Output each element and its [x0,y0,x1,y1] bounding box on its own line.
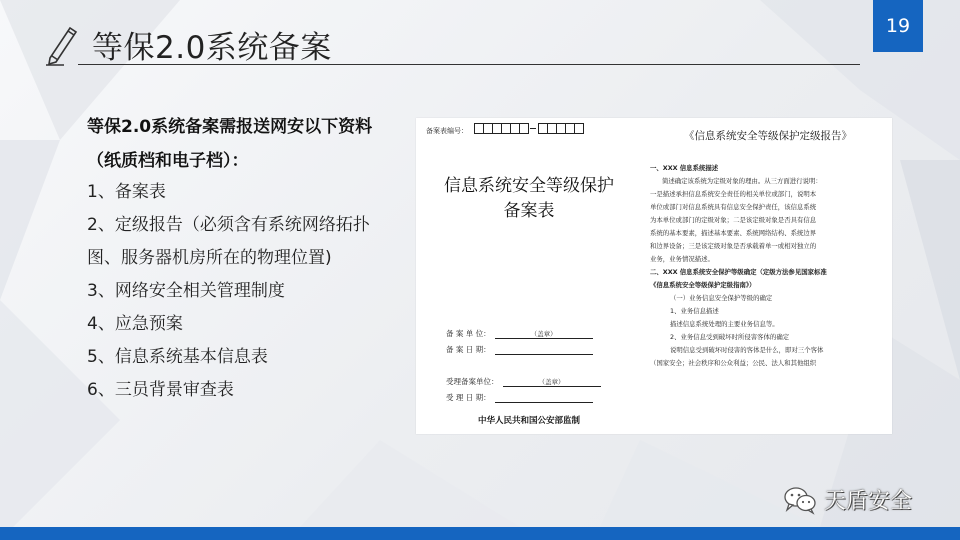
report-body [650,162,886,370]
report-line: 单位或部门对信息系统具有信息安全保护责任，该信息系统 [650,203,817,211]
report-line: 1、业务信息描述 [670,307,719,315]
report-line: 简述确定该系统为定级对象的理由。从三方面进行说明： [662,177,822,185]
list-item: 2、定级报告（必须含有系统网络拓扑图、服务器机房所在的物理位置) [87,215,370,268]
form-footer: 中华人民共和国公安部监制 [477,416,580,426]
report-line: 一是描述承担信息系统安全责任的相关单位或部门，说明本 [650,190,817,198]
report-line: 一、XXX 信息系统描述 [650,164,719,172]
report-line: （国家安全；社会秩序和公众利益；公民、法人和其他组织 [650,359,817,367]
report-line: 和边界设备；三是该定级对象是否承载着单一或相对独立的 [650,242,817,250]
report-title: 《信息系统安全等级保护定级报告》 [684,130,852,142]
filing-form [416,118,642,434]
grading-report [648,118,888,434]
form-field: 受 理 日 期： [446,392,593,403]
form-field: 备 案 单 位： （盖章） [446,328,593,339]
bottom-bar [0,527,960,540]
report-line: 二、XXX 信息系统安全保护等级确定（定级方法参见国家标准 [650,268,827,276]
list-item: 6、三员背景审查表 [87,380,234,400]
report-line: 描述信息系统处理的主要业务信息等。 [670,320,779,328]
report-line: （一）业务信息安全保护等级的确定 [670,294,773,302]
form-field: 受理备案单位： （盖章） [446,376,601,387]
title-underline [78,64,860,65]
list-item: 1、备案表 [87,182,166,202]
report-line: 为本单位或部门的定级对象；二是该定级对象是否具有信息 [650,216,817,224]
list-item: 4、应急预案 [87,314,183,334]
pencil-icon [42,22,80,66]
report-line: 系统的基本要素，描述基本要素、系统网络结构、系统边界 [650,229,817,237]
requirement-list [87,176,392,407]
page-number-badge: 19 [873,0,923,52]
wechat-icon [782,485,818,515]
registration-number-label: 备案表编号： [426,127,468,135]
form-field: 备 案 日 期： [446,344,593,355]
content-heading: 等保2.0系统备案需报送网安以下资料（纸质档和电子档）： [87,117,373,171]
report-line: 2、业务信息受到破坏时所侵害客体的确定 [670,333,790,341]
report-line: 业务，业务情况描述。 [650,255,714,263]
watermark-text: 天盾安全 [824,489,913,514]
list-item: 5、信息系统基本信息表 [87,347,268,367]
report-line: 《信息系统安全等级保护定级指南》） [650,281,756,289]
report-line: 说明信息受到破坏时侵害的客体是什么，即对三个客体 [670,346,824,354]
registration-number-boxes [474,123,583,134]
document-image [416,118,892,434]
page-title: 等保2.0系统备案 [92,30,332,66]
watermark [782,484,912,515]
list-item: 3、网络安全相关管理制度 [87,281,285,301]
form-title: 信息系统安全等级保护 备案表 [444,176,614,221]
